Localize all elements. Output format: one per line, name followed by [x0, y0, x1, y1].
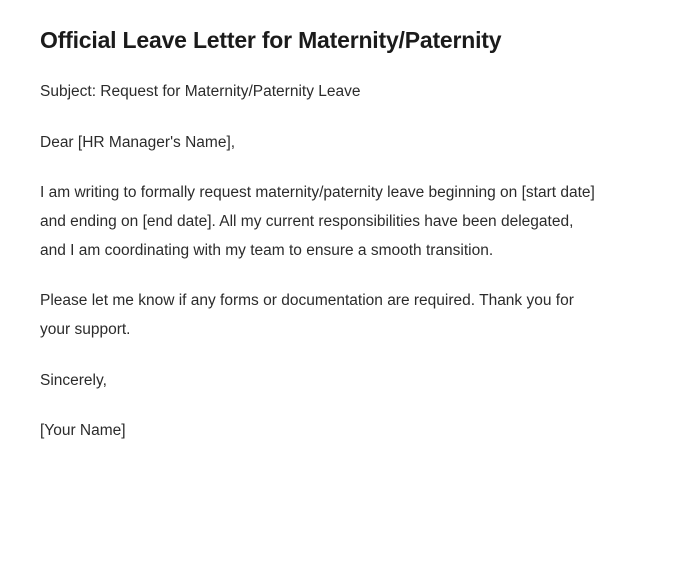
paragraph-subject: Subject: Request for Maternity/Paternity Leave — [40, 82, 361, 100]
paragraph-body-request: I am writing to formally request maternity/paternity leave beginning on [start date] and ending on [end date]. All my current responsibilities have been delegated, and I am coordinating with my team to ensure a smooth transition. — [40, 184, 595, 259]
paragraph-salutation: Dear [HR Manager's Name], — [40, 133, 236, 151]
paragraph-closing: Sincerely, — [40, 371, 107, 389]
paragraph-body-followup: Please let me know if any forms or documentation are required. Thank you for your support. — [40, 292, 574, 338]
paragraph-signature: [Your Name] — [40, 422, 126, 440]
document-title: Official Leave Letter for Maternity/Paternity — [40, 27, 502, 53]
